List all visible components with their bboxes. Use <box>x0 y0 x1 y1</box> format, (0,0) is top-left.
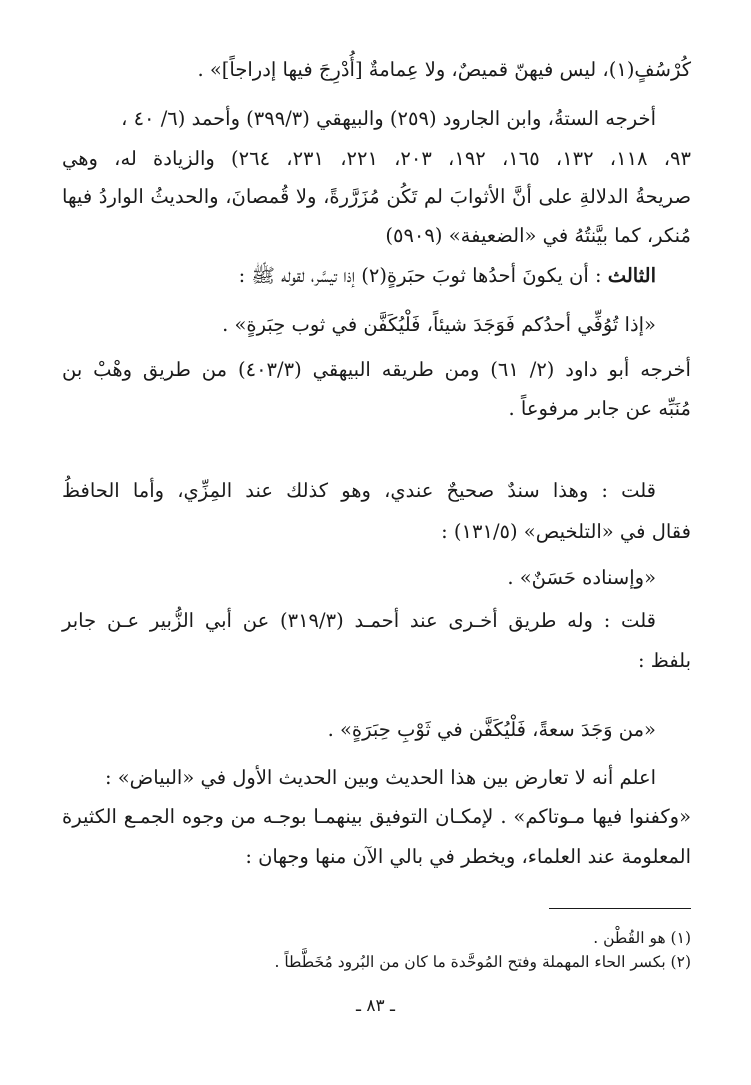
conclusion-line: «وكفنوا فيها مـوتاكم» . لإمكـان التوفيق بينهمـا بوجـه من وجوه الجمـع الكثيرة <box>62 805 691 828</box>
qultu-line: بلفظ : <box>637 649 691 672</box>
isnad-quote: «وإسناده حَسَنٌ» . <box>507 566 656 589</box>
footnote-2: (٢) بكسر الحاء المهملة وفتح المُوحَّدة ما كان من البُرود مُخَطَّطاً . <box>274 953 691 971</box>
hadith-quote: «من وَجَدَ سعةً، فَلْيُكَفَّن في ثَوْبِ حِبَرَةٍ» . <box>327 718 656 741</box>
conclusion-line: اعلم أنه لا تعارض بين هذا الحديث وبين الحديث الأول في «البياض» : <box>104 766 656 789</box>
body-line: ٩٣، ١١٨، ١٣٢، ١٦٥، ١٩٢، ٢٠٣، ٢٢١، ٢٣١، ٢٦٤) والزيادة له، وهي <box>62 147 691 170</box>
body-line: كُرْسُفٍ(١)، ليس فيهنّ قميصٌ، ولا عِمامةٌ [أُدْرِجَ فيها إدراجاً]» . <box>197 58 691 81</box>
third-text: : أن يكونَ أحدُها ثوبَ حبَرةٍ(٢) إذا تيسَّر، لقوله ﷺ : <box>238 264 602 287</box>
takhrij-line: مُنَبِّه عن جابر مرفوعاً . <box>508 397 691 420</box>
hadith-quote: «إذا تُوُفِّي أحدُكم فَوَجَدَ شيئاً، فَلْيُكَفَّن في ثوب حِبَرةٍ» . <box>222 313 656 336</box>
qultu-line: قلت : وهذا سندٌ صحيحٌ عندي، وهو كذلك عند المِزِّي، وأما الحافظُ <box>62 479 656 502</box>
conclusion-line: المعلومة عند العلماء، ويخطر في بالي الآن منها وجهان : <box>245 845 691 868</box>
body-line: أخرجه الستةُ، وابن الجارود (٢٥٩) والبيهقي (٣٩٩/٣) وأحمد (٦/ ٤٠ ، <box>121 107 656 130</box>
third-label: الثالث <box>607 264 656 287</box>
third-condition-line <box>62 262 656 290</box>
footnote-1: (١) هو القُطْن . <box>593 929 691 947</box>
takhrij-line: أخرجه أبو داود (٢/ ٦١) ومن طريقه البيهقي (٤٠٣/٣) من طريق وهْبْ بن <box>62 358 691 381</box>
qultu-line: قلت : وله طريق أخـرى عند أحمـد (٣١٩/٣) عن أبي الزُّبير عـن جابر <box>62 609 656 632</box>
body-line: صريحةُ الدلالةِ على أنَّ الأثوابَ لم تَكُن مُزَرَّرةً، ولا قُمصانَ، والحديثُ الواردُ فيها <box>62 185 691 208</box>
qultu-line: فقال في «التلخيص» (١٣١/٥) : <box>441 520 691 543</box>
page-number: ـ ٨٣ ـ <box>355 996 396 1016</box>
body-line: مُنكر، كما بيَّنتُهُ في «الضعيفة» (٥٩٠٩) <box>385 224 691 247</box>
footnote-divider <box>549 908 691 909</box>
